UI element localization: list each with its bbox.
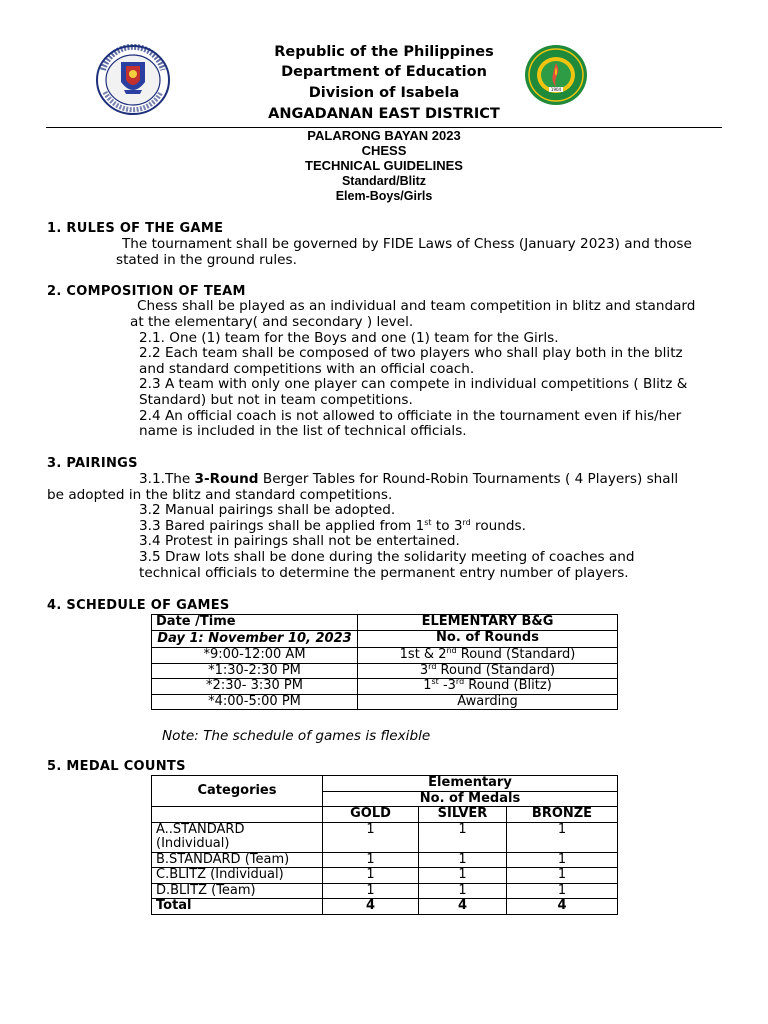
schedule-round	[358, 679, 618, 695]
medal-silver: 1	[419, 868, 507, 884]
medal-header-bronze: BRONZE	[507, 807, 618, 823]
medal-bronze: 1	[507, 852, 618, 868]
schedule-time: *4:00-5:00 PM	[152, 694, 358, 710]
medal-header-silver: SILVER	[419, 807, 507, 823]
schedule-day: Day 1: November 10, 2023	[152, 630, 358, 648]
medal-gold: 1	[323, 883, 419, 899]
table-row	[152, 899, 618, 915]
header-republic: Republic of the Philippines	[274, 44, 494, 60]
schedule-round-b: Round (Standard)	[436, 662, 556, 678]
table-row	[152, 807, 618, 823]
s2-line-6: 2.3 A team with only one player can compete in individual competitions ( Blitz &	[139, 376, 688, 392]
medal-total-bronze: 4	[507, 899, 618, 915]
s2-line-3: 2.1. One (1) team for the Boys and one (1) team for the Girls.	[139, 330, 559, 346]
medal-silver: 1	[419, 852, 507, 868]
medal-table	[151, 775, 618, 915]
schedule-round	[358, 663, 618, 679]
medal-header-blank	[152, 807, 323, 823]
medal-gold: 1	[323, 852, 419, 868]
schedule-header-elementary: ELEMENTARY B&G	[358, 615, 618, 631]
schedule-header-rounds: No. of Rounds	[358, 630, 618, 648]
schedule-round-sup: rd	[428, 661, 437, 671]
table-row	[152, 694, 618, 710]
s3-line-4a: 3.3 Bared pairings shall be applied from 1	[139, 518, 425, 534]
s2-line-1: Chess shall be played as an individual and team competition in blitz and standard	[137, 298, 696, 314]
section-5-title: 5. MEDAL COUNTS	[47, 759, 186, 774]
table-row	[152, 648, 618, 664]
table-row	[152, 630, 618, 648]
table-row	[152, 852, 618, 868]
schedule-round-b: Round (Standard)	[456, 647, 576, 662]
subtitle-format: Standard/Blitz	[341, 174, 427, 188]
schedule-round-a: 1	[423, 678, 432, 693]
s3-line-4-sup2: rd	[462, 518, 471, 527]
s3-line-7: technical officials to determine the permanent entry number of players.	[139, 565, 629, 581]
s3-line-1c: Berger Tables for Round-Robin Tournaments ( 4 Players) shall	[258, 471, 679, 487]
medal-total-silver: 4	[419, 899, 507, 915]
schedule-note: Note: The schedule of games is flexible	[162, 728, 431, 744]
schedule-header-date: Date /Time	[152, 615, 358, 631]
svg-text:1904: 1904	[550, 87, 562, 93]
s3-line-2: be adopted in the blitz and standard competitions.	[47, 487, 393, 503]
schedule-time: *1:30-2:30 PM	[152, 663, 358, 679]
table-row	[152, 663, 618, 679]
medal-total-gold: 4	[323, 899, 419, 915]
subtitle-event: PALARONG BAYAN 2023	[307, 128, 461, 143]
header-department: Department of Education	[281, 64, 487, 80]
s2-line-8: 2.4 An official coach is not allowed to officiate in the tournament even if his/her	[139, 408, 682, 424]
medal-silver: 1	[419, 822, 507, 852]
medal-total-label: Total	[152, 899, 323, 915]
table-row	[152, 868, 618, 884]
header-division: Division of Isabela	[308, 85, 460, 101]
s3-line-1	[139, 472, 678, 488]
medal-bronze: 1	[507, 883, 618, 899]
s3-line-1-bold: 3-Round	[194, 471, 259, 487]
table-row	[152, 822, 618, 852]
schedule-round-a: Awarding	[457, 693, 518, 709]
s3-line-4b: to 3	[431, 518, 463, 534]
s2-line-2: at the elementary( and secondary ) level.	[130, 314, 414, 330]
medal-bronze: 1	[507, 822, 618, 852]
section-4-title: 4. SCHEDULE OF GAMES	[47, 598, 230, 613]
medal-category: C.BLITZ (Individual)	[152, 868, 323, 884]
s1-line-2: stated in the ground rules.	[116, 252, 297, 268]
schedule-round	[358, 648, 618, 664]
schedule-time: *9:00-12:00 AM	[152, 648, 358, 664]
subtitle-sport: CHESS	[361, 143, 407, 158]
schedule-round-a: 3	[419, 662, 429, 678]
section-3-title: 3. PAIRINGS	[47, 456, 138, 471]
schedule-round-c: Round (Blitz)	[464, 678, 552, 693]
medal-category: B.STANDARD (Team)	[152, 852, 323, 868]
table-row	[152, 883, 618, 899]
medal-header-gold: GOLD	[323, 807, 419, 823]
medal-header-categories: Categories	[152, 776, 323, 807]
header-district: ANGADANAN EAST DISTRICT	[268, 106, 500, 122]
schedule-round-b: -3	[438, 678, 456, 693]
s2-line-9: name is included in the list of technical officials.	[139, 423, 467, 439]
schedule-time: *2:30- 3:30 PM	[152, 679, 358, 695]
schedule-round-sup: nd	[446, 646, 457, 655]
s3-line-1a: 3.1.The	[139, 471, 195, 487]
medal-silver: 1	[419, 883, 507, 899]
schedule-round-sup: st	[431, 677, 439, 686]
s2-line-7: Standard) but not in team competitions.	[139, 392, 413, 408]
subtitle-guidelines: TECHNICAL GUIDELINES	[305, 158, 463, 173]
schedule-round-a: 1st & 2	[399, 647, 447, 662]
medal-bronze: 1	[507, 868, 618, 884]
table-row	[152, 679, 618, 695]
schedule-round-sup2: rd	[455, 677, 465, 686]
medal-gold: 1	[323, 822, 419, 852]
s1-line-1: The tournament shall be governed by FIDE Laws of Chess (January 2023) and those	[122, 236, 692, 252]
section-1-title: 1. RULES OF THE GAME	[47, 221, 224, 236]
medal-category: D.BLITZ (Team)	[152, 883, 323, 899]
medal-header-count: No. of Medals	[323, 791, 618, 807]
medal-gold: 1	[323, 868, 419, 884]
table-row	[152, 615, 618, 631]
s2-line-5: and standard competitions with an official coach.	[139, 361, 475, 377]
s3-line-4-sup1: st	[424, 518, 432, 527]
s3-line-3: 3.2 Manual pairings shall be adopted.	[139, 502, 396, 518]
medal-category: A..STANDARD (Individual)	[152, 822, 323, 852]
s3-line-5: 3.4 Protest in pairings shall not be entertained.	[139, 533, 460, 549]
s2-line-4: 2.2 Each team shall be composed of two players who shall play both in the blitz	[139, 345, 683, 361]
schedule-round	[358, 694, 618, 710]
section-2-title: 2. COMPOSITION OF TEAM	[47, 284, 246, 299]
schedule-table	[151, 614, 618, 710]
medal-header-elementary: Elementary	[323, 776, 618, 792]
s3-line-6: 3.5 Draw lots shall be done during the solidarity meeting of coaches and	[139, 549, 635, 565]
subtitle-division: Elem-Boys/Girls	[335, 189, 433, 203]
s3-line-4c: rounds.	[470, 518, 526, 534]
table-row	[152, 776, 618, 792]
